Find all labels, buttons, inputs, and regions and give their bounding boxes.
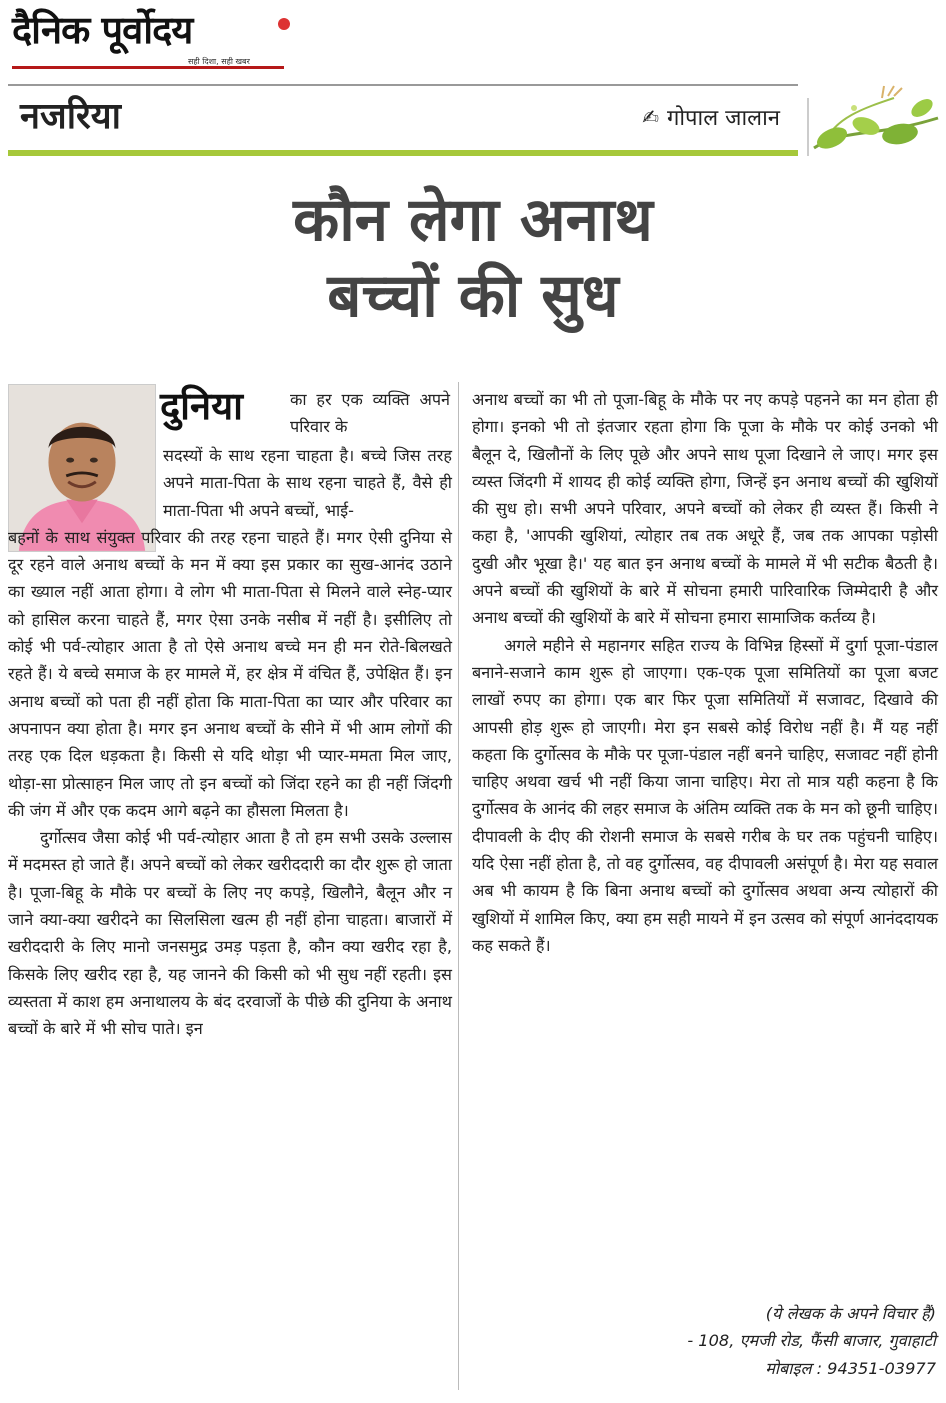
column-divider — [458, 382, 459, 1390]
article-paragraph: अगले महीने से महानगर सहित राज्य के विभिन्न हिस्सों में दुर्गा पूजा-पंडाल बनाने-सजाने काम शुरू हो जाएगा। एक-एक पूजा समितियों का पूजा बजट लाखों रुपए का होगा। एक बार फिर पूजा समितियों में सजावट, दिखावे की आपसी होड़ शुरू हो जाएगी। मेरा इन सबसे कोई विरोध नहीं है। मैं यह नहीं कहता कि दुर्गोत्सव के मौके पर पूजा-पंडाल नहीं बनने चाहिए, सजावट नहीं होनी चाहिए अथवा खर्च भी नहीं किया जाना चाहिए। मेरा तो मात्र यही कहना है कि दुर्गोत्सव के आनंद की लहर समाज के अंतिम व्यक्ति तक के मन को छूनी चाहिए। दीपावली के दीए की रोशनी समाज के सबसे गरीब के घर तक पहुंचनी चाहिए। यदि ऐसा नहीं होता है, तो वह दुर्गोत्सव, वह दीपावली असंपूर्ण है। मेरा यह सवाल अब भी कायम है कि बिना अनाथ बच्चों को दुर्गोत्सव अथवा अन्य त्योहारों की खुशियों में शामिल किए, क्या हम सही मायने में इन उत्सव को संपूर्ण आनंददायक कह सकते हैं। — [472, 635, 938, 955]
author-mobile: मोबाइल : 94351-03977 — [765, 1358, 936, 1378]
section-green-rule — [8, 150, 798, 156]
article-paragraph: बहनों के साथ संयुक्त परिवार की तरह रहना चाहते हैं। मगर ऐसी दुनिया से दूर रहने वाले अनाथ बच्चों के मन में क्या इस प्रकार का सुख-आनंद उठाने का ख्याल नहीं आता होगा। वे लोग भी माता-पिता से मिलने वाले स्नेह-प्यार को हासिल करना चाहते हैं, मगर ऐसा उनके नसीब में नहीं है। इसीलिए तो कोई भी पर्व-त्योहार आता है तो ऐसे अनाथ बच्चे मन ही मन रोते-बिलखते रहते हैं। ये बच्चे समाज के हर मामले में, हर क्षेत्र में वंचित हैं, उपेक्षित हैं। इन अनाथ बच्चों को पता ही नहीं होता कि माता-पिता का प्यार और परिवार का अपनापन क्या होता है। मगर इन अनाथ बच्चों के सीने में भी आम लोगों की तरह एक दिल धड़कता है। किसी से यदि थोड़ा भी प्यार-ममता मिल जाए, थोड़ा-सा प्रोत्साहन मिल जाए तो इन बच्चों को जिंदा रहने का ही नहीं जिंदगी की जंग में और एक कदम आगे बढ़ने का हौसला मिलता है। — [8, 527, 452, 820]
dropcap-word: दुनिया — [160, 384, 243, 428]
author-address: - 108, एमजी रोड, फैंसी बाजार, गुवाहाटी — [687, 1331, 936, 1351]
author-signoff — [476, 1300, 936, 1382]
section-top-rule — [8, 84, 798, 86]
article-headline — [0, 186, 946, 338]
author-name: गोपाल जालान — [666, 106, 780, 131]
article-column-left — [8, 442, 452, 1043]
disclaimer: (ये लेखक के अपने विचार हैं) — [765, 1304, 936, 1323]
newspaper-masthead — [12, 6, 284, 70]
section-header — [8, 84, 798, 156]
headline-line-1: कौन लेगा अनाथ — [293, 185, 653, 255]
leaf-vine-icon — [804, 78, 942, 160]
intro-line: का हर एक व्यक्ति अपने परिवार के — [290, 390, 450, 437]
headline-line-2: बच्चों की सुध — [327, 261, 619, 331]
masthead-dot-icon — [278, 18, 290, 30]
section-title: नजरिया — [20, 96, 121, 137]
article-paragraph: अनाथ बच्चों का भी तो पूजा-बिहू के मौके पर नए कपड़े पहनने का मन होता ही होगा। इनको भी तो इंतजार रहता होगा कि पूजा के मौके पर कोई उनको भी बैलून दे, खिलौनों के लिए पूछे और अपने साथ पूजा दिखाने ले जाए। मगर इस व्यस्त जिंदगी में शायद ही कोई व्यक्ति होगा, जिन्हें इन अनाथ बच्चों की खुशियों की सुध हो। सभी अपने परिवार, अपने बच्चों को लेकर ही व्यस्त हैं। किसी ने कहा है, 'आपकी खुशियां, त्योहार तब तक अधूरे हैं, जब तक आपका पड़ोसी दुखी और भूखा है।' यह बात इन अनाथ बच्चों के मामले में भी सटीक बैठती है। अपने बच्चों की खुशियों के बारे में सोचना हमारी पारिवारिक जिम्मेदारी है और अनाथ बच्चों की खुशियों के बारे में सोचना हमारा सामाजिक कर्तव्य है। — [472, 390, 938, 628]
article-paragraph: दुर्गोत्सव जैसा कोई भी पर्व-त्योहार आता है तो हम सभी उसके उल्लास में मदमस्त हो जाते हैं। अपने बच्चों को लेकर खरीददारी का दौर शुरू हो जाता है। पूजा-बिहू के मौके पर बच्चों के लिए नए कपड़े, खिलौने, बैलून और न जाने क्या-क्या खरीदने का सिलसिला खत्म ही नहीं होना चाहता। बाजारों में खरीददारी के लिए मानो जनसमुद्र उमड़ पड़ता है, कौन क्या खरीद रहा है, किसके लिए खरीद रहा है, यह जानने की किसी को भी सुध नहीं रहती। इस व्यस्तता में काश हम अनाथालय के बंद दरवाजों के पीछे की दुनिया के अनाथ बच्चों के बारे में भी सोच पाते। इन — [8, 828, 452, 1039]
article-paragraph: सदस्यों के साथ रहना चाहता है। बच्चे जिस तरह अपने माता-पिता के साथ रहना चाहते हैं, वैसे ही माता-पिता भी अपने बच्चों, भाई- — [163, 446, 452, 520]
byline — [642, 102, 780, 132]
newspaper-name: दैनिक पूर्वोदय — [12, 8, 193, 52]
article-column-right — [472, 386, 938, 959]
pen-icon: ✍ — [642, 105, 659, 129]
newspaper-tagline: सही दिशा, सही खबर — [188, 57, 250, 66]
